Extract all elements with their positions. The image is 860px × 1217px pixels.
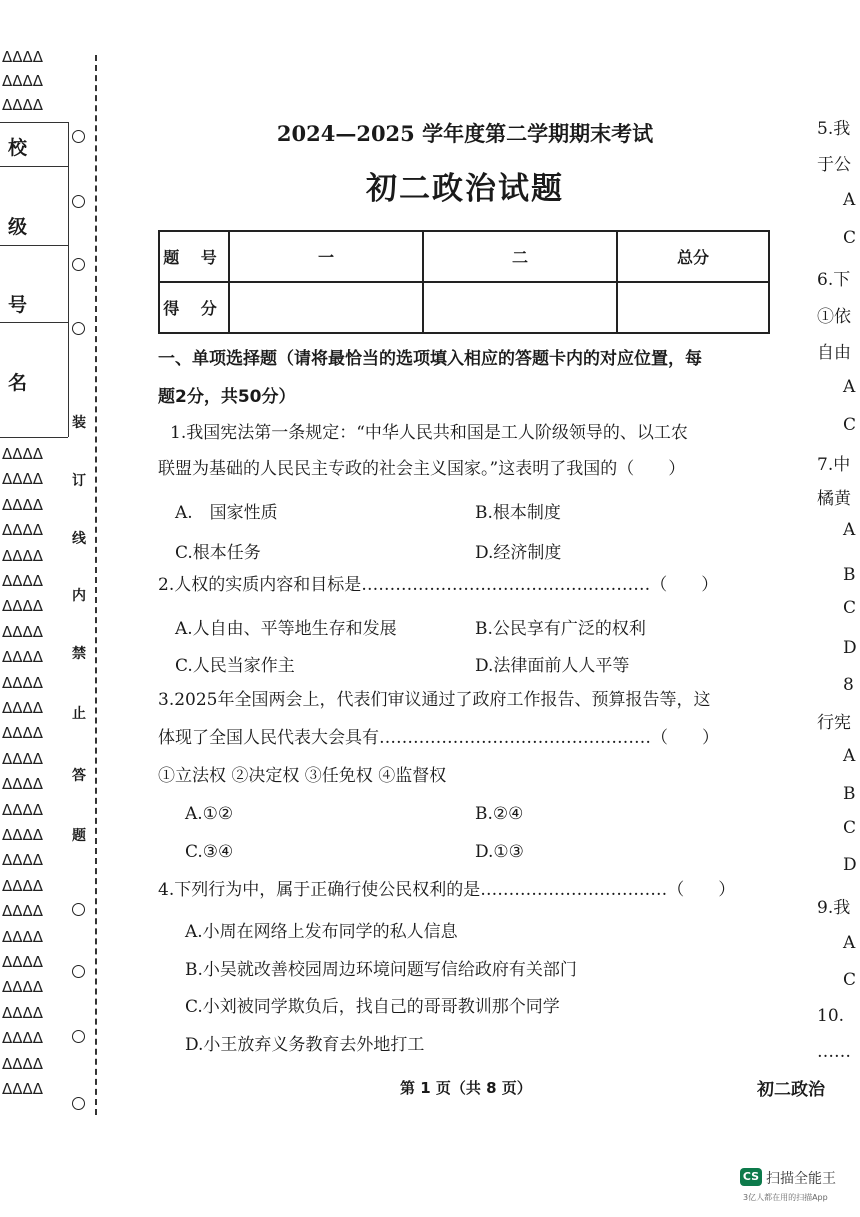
fragment-text: B [843, 565, 856, 585]
fragment-text: D [843, 638, 857, 658]
question-4: 4.下列行为中，属于正确行使公民权利的是……………………………（ ） [158, 880, 736, 900]
fragment-text: 8 [843, 675, 854, 695]
binding-hole [72, 903, 85, 916]
score-header-cell: 一 [229, 231, 423, 282]
score-cell[interactable] [423, 282, 617, 333]
fragment-text: A [843, 933, 856, 953]
binding-hole [72, 195, 85, 208]
binding-char: 题 [72, 828, 86, 844]
triangle-row: ΔΔΔΔ [2, 876, 44, 895]
section-heading [158, 340, 773, 416]
fragment-text: A [843, 520, 856, 540]
fragment-text: 自由 [817, 343, 851, 363]
triangle-row: ΔΔΔΔ [2, 775, 44, 794]
field-line [0, 166, 68, 167]
score-cell[interactable] [229, 282, 423, 333]
triangle-row: ΔΔΔΔ [2, 546, 44, 565]
score-cell[interactable] [617, 282, 769, 333]
binding-char: 止 [72, 706, 86, 722]
binding-char: 内 [72, 588, 86, 604]
triangle-row: ΔΔΔΔ [2, 572, 44, 590]
field-border [68, 122, 69, 437]
question-text: 1.我国宪法第一条规定：“中华人民共和国是工人阶级领导的、以工农 [170, 423, 688, 443]
fragment-text: 6.下 [817, 270, 851, 290]
fragment-text: 橘黄 [817, 489, 851, 509]
fragment-text: C [843, 228, 857, 248]
fragment-text: A [843, 190, 856, 210]
score-label-cell: 得 分 [159, 282, 229, 333]
triangle-row: ΔΔΔΔ [2, 597, 44, 616]
triangle-row: ΔΔΔΔ [2, 953, 44, 971]
triangle-row: ΔΔΔΔ [2, 1080, 44, 1098]
binding-char: 装 [72, 415, 86, 431]
triangle-row: ΔΔΔΔ [2, 648, 44, 667]
triangle-row: ΔΔΔΔ [2, 521, 44, 540]
name-label: 名 [8, 372, 28, 394]
binding-hole [72, 965, 85, 978]
triangle-row: ΔΔΔΔ [2, 851, 44, 870]
binding-char: 禁 [72, 646, 86, 662]
triangle-row: ΔΔΔΔ [2, 96, 44, 114]
triangle-row: ΔΔΔΔ [2, 673, 44, 692]
option-b[interactable]: B.小吴就改善校园周边环境问题写信给政府有关部门 [185, 960, 577, 980]
triangle-row: ΔΔΔΔ [2, 800, 44, 819]
binding-hole [72, 130, 85, 143]
question-3-statements: ①立法权 ②决定权 ③任免权 ④监督权 [158, 766, 447, 786]
field-line [0, 437, 68, 438]
triangle-row: ΔΔΔΔ [2, 978, 44, 997]
watermark-tagline: 3亿人都在用的扫描App [743, 1193, 828, 1202]
binding-char: 答 [72, 768, 86, 784]
question-3-line2: 体现了全国人民代表大会具有…………………………………………（ ） [158, 728, 719, 748]
exam-title: 2024—2025 学年度第二学期期末考试 [276, 121, 654, 146]
section-heading-line: 一、单项选择题（请将最恰当的选项填入相应的答题卡内的对应位置，每 [158, 349, 702, 369]
score-table [158, 230, 770, 334]
subject-title: 初二政治试题 [366, 171, 564, 207]
fragment-text: …… [817, 1042, 851, 1062]
class-label: 级 [8, 216, 28, 238]
triangle-row: ΔΔΔΔ [2, 48, 44, 66]
option-b[interactable]: B.根本制度 [475, 503, 561, 523]
triangle-row: ΔΔΔΔ [2, 495, 44, 514]
option-d[interactable]: D.经济制度 [475, 543, 562, 563]
triangle-row: ΔΔΔΔ [2, 724, 44, 743]
fragment-text: B [843, 784, 856, 804]
binding-hole [72, 322, 85, 335]
cut-line [95, 55, 97, 1115]
fragment-text: C [843, 415, 857, 435]
option-d[interactable]: D.法律面前人人平等 [475, 656, 630, 676]
fragment-text: 于公 [817, 155, 851, 175]
question-3: 3.2025年全国两会上，代表们审议通过了政府工作报告、预算报告等，这 [158, 690, 711, 710]
fragment-text: 5.我 [817, 119, 851, 139]
option-a[interactable]: A.①② [185, 804, 234, 824]
fragment-text: C [843, 598, 857, 618]
score-table-row [159, 231, 769, 282]
section-heading-line: 题2分，共50分） [158, 387, 296, 407]
option-a[interactable]: A.人自由、平等地生存和发展 [175, 619, 397, 639]
triangle-row: ΔΔΔΔ [2, 445, 44, 463]
field-line [0, 122, 68, 123]
binding-char: 订 [72, 473, 86, 489]
score-header-cell: 题 号 [159, 231, 229, 282]
school-label: 校 [8, 137, 28, 159]
score-header-cell: 二 [423, 231, 617, 282]
triangle-row: ΔΔΔΔ [2, 699, 44, 717]
binding-char: 线 [72, 531, 86, 547]
triangle-row: ΔΔΔΔ [2, 749, 44, 768]
page-number: 第 1 页（共 8 页） [400, 1079, 532, 1097]
score-header-cell: 总分 [617, 231, 769, 282]
fragment-text: A [843, 746, 856, 766]
number-label: 号 [8, 294, 28, 316]
binding-hole [72, 1030, 85, 1043]
triangle-row: ΔΔΔΔ [2, 1003, 44, 1022]
camscanner-logo-icon: CS [740, 1168, 762, 1186]
field-line [0, 245, 68, 246]
footer-subject: 初二政治 [757, 1080, 825, 1100]
score-table-row [159, 282, 769, 333]
triangle-row: ΔΔΔΔ [2, 622, 44, 641]
fragment-text: ①依 [817, 307, 851, 327]
binding-hole [72, 258, 85, 271]
option-a[interactable]: A.小周在网络上发布同学的私人信息 [185, 922, 458, 942]
fragment-text: 行宪 [817, 713, 851, 733]
option-c[interactable]: C.小刘被同学欺负后，找自己的哥哥教训那个同学 [185, 997, 560, 1017]
fragment-text: 9.我 [817, 898, 851, 918]
option-c[interactable]: C.人民当家作主 [175, 656, 295, 676]
fragment-text: 10. [817, 1006, 845, 1026]
option-b[interactable]: B.公民享有广泛的权利 [475, 619, 646, 639]
field-line [0, 322, 68, 323]
option-d[interactable]: D.①③ [475, 842, 524, 862]
option-b[interactable]: B.②④ [475, 804, 524, 824]
triangle-row: ΔΔΔΔ [2, 72, 44, 90]
triangle-row: ΔΔΔΔ [2, 470, 44, 489]
fragment-text: C [843, 818, 857, 838]
binding-hole [72, 1097, 85, 1110]
question-2: 2.人权的实质内容和目标是……………………………………………（ ） [158, 575, 719, 595]
triangle-row: ΔΔΔΔ [2, 902, 44, 921]
option-d[interactable]: D.小王放弃义务教育去外地打工 [185, 1035, 425, 1055]
fragment-text: 7.中 [817, 455, 851, 475]
triangle-row: ΔΔΔΔ [2, 927, 44, 946]
option-a[interactable]: A. 国家性质 [175, 503, 278, 523]
triangle-row: ΔΔΔΔ [2, 1029, 44, 1048]
triangle-row: ΔΔΔΔ [2, 826, 44, 844]
fragment-text: D [843, 855, 857, 875]
triangle-row: ΔΔΔΔ [2, 1054, 44, 1073]
fragment-text: C [843, 970, 857, 990]
option-c[interactable]: C.根本任务 [175, 543, 261, 563]
watermark-app-name: 扫描全能王 [766, 1171, 836, 1187]
question-1-line2: 联盟为基础的人民民主专政的社会主义国家。”这表明了我国的（ ） [158, 459, 686, 479]
question-1 [170, 415, 785, 451]
fragment-text: A [843, 377, 856, 397]
option-c[interactable]: C.③④ [185, 842, 234, 862]
